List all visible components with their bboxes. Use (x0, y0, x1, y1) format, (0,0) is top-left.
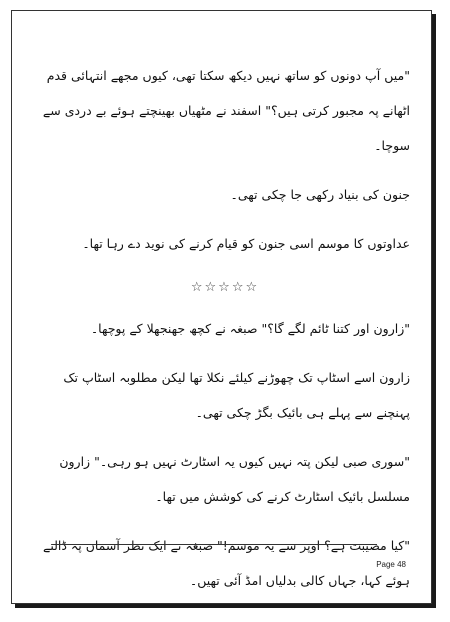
page-content (40, 58, 410, 612)
page-number: Page 48 (376, 560, 406, 569)
paragraph-6: "سوری صبی لیکن پتہ نہیں کیوں یہ اسٹارٹ نہیں ہو رہی۔" زارون مسلسل بائیک اسٹارٹ کرنے کی کوشش میں تھا۔ (59, 454, 410, 504)
paragraph-7: "کیا مصیبت ہے؟ اوپر سے یہ موسم!" صبغہ نے ایک نظر آسمان پہ ڈالتے ہوئے کہا، جہاں کالی بدلیاں امڈ آئی تھیں۔ (43, 538, 410, 588)
footer-rule (52, 544, 377, 545)
paragraph-4: "زارون اور کتنا ٹائم لگے گا؟" صبغہ نے کچھ جھنجھلا کے پوچھا۔ (90, 321, 410, 336)
paragraph-3: عداوتوں کا موسم اسی جنون کو قیام کرنے کی نوید دے رہا تھا۔ (82, 236, 410, 251)
section-separator: ☆☆☆☆☆ (190, 280, 260, 295)
paragraph-1: "میں آپ دونوں کو ساتھ نہیں دیکھ سکتا تھی، کیوں مجھے انتہائی قدم اٹھانے پہ مجبور کرتی ہیں؟" اسفند نے مٹھیاں بھینچتے ہوئے بے دردی سے سوچا۔ (42, 68, 410, 153)
paragraph-5: زارون اسے اسٹاپ تک چھوڑنے کیلئے نکلا تھا لیکن مطلوبہ اسٹاپ تک پہنچنے سے پہلے ہی بائیک بگڑ چکی تھی۔ (63, 370, 410, 420)
paragraph-2: جنون کی بنیاد رکھی جا چکی تھی۔ (230, 187, 410, 202)
